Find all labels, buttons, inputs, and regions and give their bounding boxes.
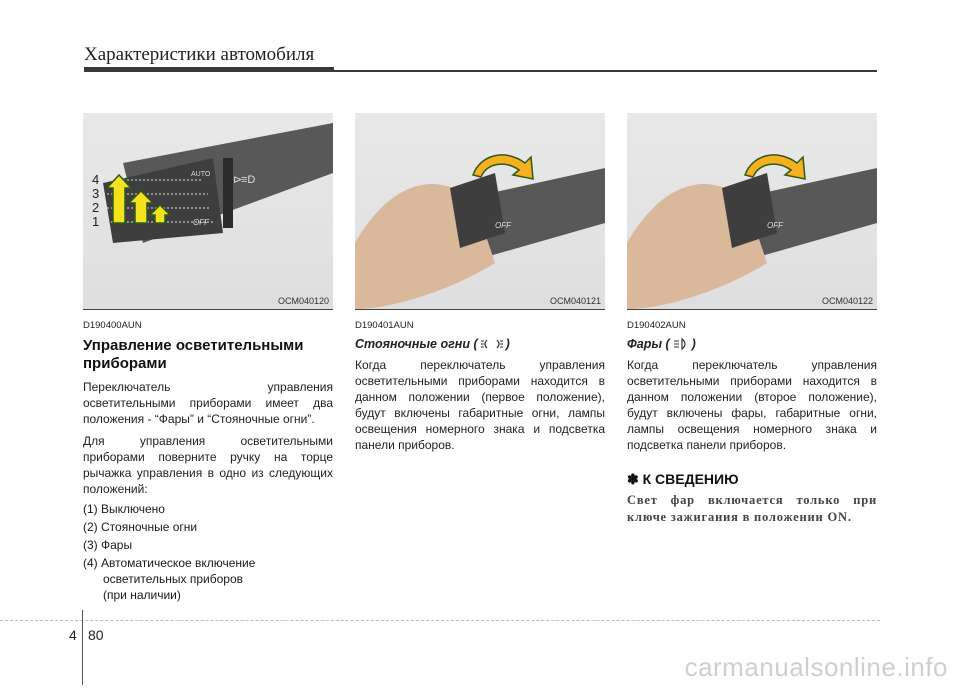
position-list: [83, 501, 333, 603]
headlight-icon: ⊳: [233, 174, 243, 186]
switch-ring: [223, 158, 233, 228]
subheading-text: ): [691, 337, 696, 351]
page-number: 80: [88, 627, 104, 643]
list-item: (3) Фары: [83, 538, 133, 552]
figure-stalk-positions: [83, 113, 333, 309]
footer-dashed-rule: [0, 620, 880, 621]
section-code: D190401AUN: [355, 320, 414, 331]
position-label-2: 2: [92, 200, 100, 215]
notice-heading: ✽ К СВЕДЕНИЮ: [627, 471, 739, 487]
rotate-arrow-icon: [473, 155, 533, 179]
switch-label-off: OFF: [495, 221, 511, 230]
figure-caption: OCM040121: [549, 296, 601, 306]
headlight-icon: [673, 337, 689, 351]
column-headlights: [627, 113, 877, 526]
list-item: (1) Выключено: [83, 502, 165, 516]
figure-parking-lights: [355, 113, 605, 309]
paragraph: Когда переключатель управления осветительными приборами находится в данном положении (первое положение), будут включены габаритные огни, лампы освещения номерного знака и подсветка панели приборов.: [355, 358, 605, 452]
subheading-text: Стояночные огни (: [355, 337, 478, 351]
figure-rule: [355, 309, 605, 310]
paragraph: Когда переключатель управления осветительными приборами находится в данном положении (второе положение), будут включены фары, габаритные огни, лампы освещения номерного знака и подсветка панели приборов.: [627, 358, 877, 452]
list-item: (2) Стояночные огни: [83, 520, 198, 534]
position-label-4: 4: [92, 172, 100, 187]
parking-light-icon: [481, 337, 503, 351]
list-item-line: (при наличии): [103, 588, 181, 602]
parking-light-icon: ≡D: [241, 174, 256, 186]
headlights-illustration: [627, 113, 877, 309]
notice-text: Свет фар включается только при ключе зажигания в положении ON.: [627, 493, 877, 524]
figure-rule: [627, 309, 877, 310]
header-rule-thick: [84, 67, 334, 72]
header-rule-thin: [334, 70, 877, 72]
watermark: carmanualsonline.info: [684, 652, 948, 682]
paragraph: Переключатель управления осветительными приборами имеет два положения - “Фары” и “Стояночные огни”.: [83, 380, 333, 426]
page-chapter: 4: [69, 627, 77, 643]
section-subheading: [627, 337, 877, 351]
switch-label-auto: AUTO: [191, 171, 211, 178]
stalk-positions-illustration: [83, 113, 333, 309]
figure-caption: OCM040122: [821, 296, 873, 306]
position-label-1: 1: [92, 214, 100, 229]
section-subheading: [355, 337, 605, 351]
section-heading: Управление осветительными приборами: [83, 337, 304, 372]
header-title: Характеристики автомобиля: [84, 44, 315, 65]
switch-label-off: OFF: [767, 221, 783, 230]
footer-vertical-rule: [82, 610, 83, 685]
parking-lights-illustration: [355, 113, 605, 309]
switch-label-off: OFF: [193, 218, 209, 227]
column-light-control: [83, 113, 333, 603]
rotate-arrow-icon: [745, 155, 805, 179]
list-item-line: (4) Автоматическое включение: [83, 556, 256, 570]
figure-caption: OCM040120: [277, 296, 329, 306]
column-parking-lights: [355, 113, 605, 453]
paragraph: Для управления осветительными приборами поверните ручку на торце рычажка управления в одно из следующих положений:: [83, 434, 333, 496]
section-code: D190400AUN: [83, 320, 142, 331]
list-item-line: осветительных приборов: [103, 572, 244, 586]
subheading-text: ): [505, 337, 510, 351]
position-label-3: 3: [92, 186, 100, 201]
figure-rule: [83, 309, 333, 310]
figure-headlights: [627, 113, 877, 309]
section-code: D190402AUN: [627, 320, 686, 331]
subheading-text: Фары (: [627, 337, 670, 351]
list-item: [83, 555, 333, 603]
